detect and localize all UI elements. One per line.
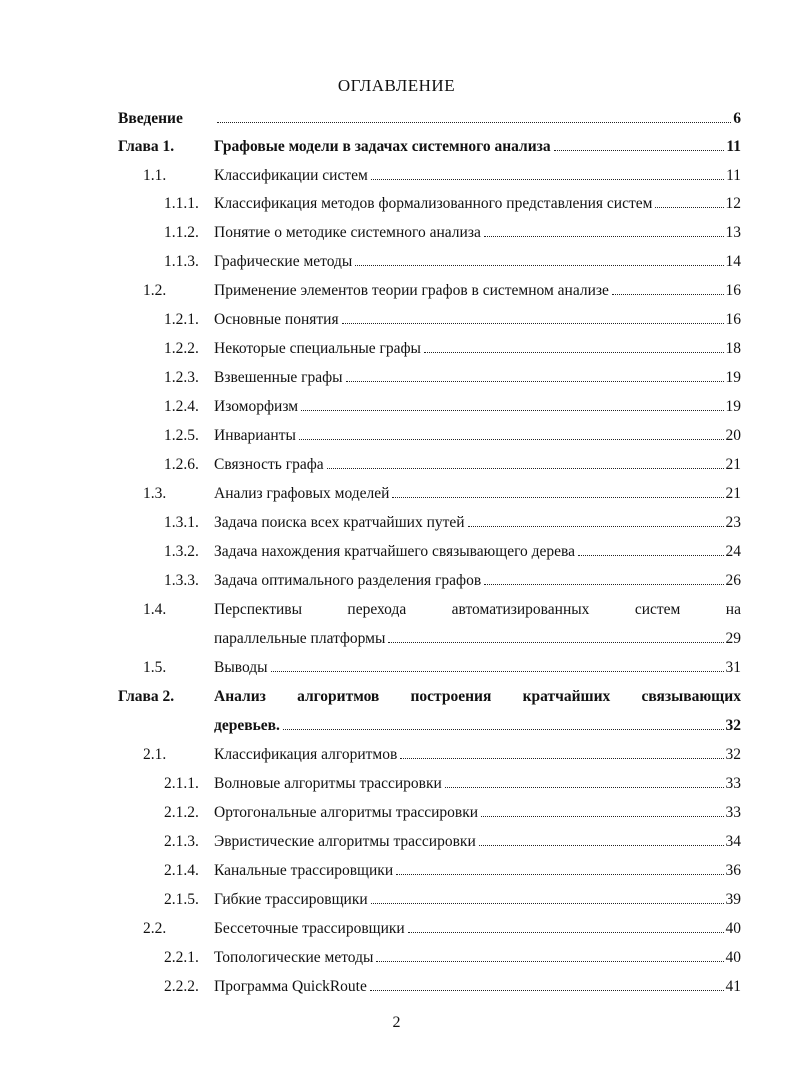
toc-leader-dots (612, 294, 724, 295)
toc-number: 1.1. (143, 167, 167, 184)
toc-leader-dots (481, 816, 723, 817)
toc-text: Топологические методы (214, 949, 374, 966)
toc-row-2-1-5[interactable] (0, 889, 793, 911)
toc-row-1-2-2[interactable] (0, 338, 793, 360)
toc-number: 2.2. (143, 920, 167, 937)
toc-text: Задача нахождения кратчайшего связывающего дерева (214, 543, 576, 560)
toc-leader-dots (655, 207, 723, 208)
toc-row-1-2[interactable] (0, 280, 793, 302)
toc-number: 1.2.6. (164, 456, 199, 473)
toc-text: Программа QuickRoute (214, 978, 367, 995)
toc-text: Бессеточные трассировщики (214, 920, 405, 937)
toc-page: 32 (725, 746, 741, 763)
toc-row-1-2-4[interactable] (0, 396, 793, 418)
toc-row-2-1-3[interactable] (0, 831, 793, 853)
toc-leader-dots (479, 845, 724, 846)
toc-number: Глава 1. (118, 138, 175, 155)
toc-leader-dots (408, 932, 724, 933)
toc-text: Связность графа (214, 456, 324, 473)
toc-leader-dots (468, 526, 724, 527)
toc-number: 1.3.3. (164, 572, 199, 589)
toc-row-2-2[interactable] (0, 918, 793, 940)
toc-row-1-3-2[interactable] (0, 541, 793, 563)
toc-page: 34 (725, 833, 741, 850)
toc-page: 21 (725, 485, 741, 502)
toc-word: связывающих (641, 688, 741, 705)
toc-page: 13 (725, 224, 741, 241)
toc-page: 36 (725, 862, 741, 879)
toc-leader-dots (484, 236, 724, 237)
toc-number: 1.2.4. (164, 398, 199, 415)
toc-row-1-1-2[interactable] (0, 222, 793, 244)
page-title: ОГЛАВЛЕНИЕ (337, 76, 456, 95)
toc-page: 31 (725, 659, 741, 676)
toc-page: 19 (725, 398, 741, 415)
toc-row-1-1[interactable] (0, 165, 793, 187)
toc-leader-dots (283, 729, 724, 730)
toc-text: Классификация методов формализованного представления систем (214, 195, 653, 212)
toc-text: Инварианты (214, 427, 296, 444)
toc-number: 1.1.1. (164, 195, 199, 212)
toc-leader-dots (327, 468, 724, 469)
toc-number: 1.5. (143, 659, 167, 676)
toc-row-2-2-1[interactable] (0, 947, 793, 969)
toc-text: Графовые модели в задачах системного анализа (214, 138, 551, 155)
toc-leader-dots (578, 555, 723, 556)
toc-text: Классификации систем (214, 167, 368, 184)
toc-number: Введение (118, 110, 183, 127)
toc-text: Анализ графовых моделей (214, 485, 390, 502)
toc-number: 2.1. (143, 746, 167, 763)
toc-leader-dots (217, 122, 731, 123)
toc-number: 2.2.1. (164, 949, 199, 966)
toc-number: 1.2.1. (164, 311, 199, 328)
toc-page: 18 (725, 340, 741, 357)
toc-text: Основные понятия (214, 311, 339, 328)
toc-leader-dots (388, 642, 723, 643)
toc-number: 1.2.3. (164, 369, 199, 386)
toc-text: Понятие о методике системного анализа (214, 224, 481, 241)
toc-leader-dots (271, 671, 724, 672)
toc-row-1-2-1[interactable] (0, 309, 793, 331)
toc-row-1-1-3[interactable] (0, 251, 793, 273)
toc-page: 24 (725, 543, 741, 560)
toc-leader-dots (299, 439, 724, 440)
toc-text: Задача поиска всех кратчайших путей (214, 514, 465, 531)
toc-leader-dots (371, 179, 724, 180)
toc-row-2-2-2[interactable] (0, 976, 793, 998)
toc-row-1-4[interactable] (0, 599, 793, 621)
toc-word: построения (410, 688, 492, 705)
toc-leader-dots (346, 381, 724, 382)
toc-number: 2.1.3. (164, 833, 199, 850)
toc-word: перехода (347, 601, 407, 618)
toc-number: 1.2. (143, 282, 167, 299)
toc-row-intro[interactable] (0, 108, 793, 130)
toc-word: алгоритмов (297, 688, 380, 705)
toc-page: 14 (725, 253, 741, 270)
toc-row-2-1-2[interactable] (0, 802, 793, 824)
toc-text: Волновые алгоритмы трассировки (214, 775, 442, 792)
toc-text: Графические методы (214, 253, 353, 270)
toc-row-chapter-2-continuation[interactable] (0, 715, 793, 737)
toc-text: параллельные платформы (214, 630, 386, 647)
toc-page: 6 (733, 110, 741, 127)
toc-number: 1.3. (143, 485, 167, 502)
toc-number: 1.1.2. (164, 224, 199, 241)
toc-text-justified-line (214, 686, 741, 708)
toc-page: 33 (725, 804, 741, 821)
toc-number: Глава 2. (118, 688, 175, 705)
toc-number: 1.3.1. (164, 514, 199, 531)
toc-number: 1.1.3. (164, 253, 199, 270)
toc-page: 20 (725, 427, 741, 444)
toc-number: 1.4. (143, 601, 167, 618)
toc-row-2-1-1[interactable] (0, 773, 793, 795)
toc-leader-dots (445, 787, 724, 788)
toc-text: Некоторые специальные графы (214, 340, 421, 357)
toc-leader-dots (301, 410, 723, 411)
toc-row-2-1-4[interactable] (0, 860, 793, 882)
toc-text: деревьев. (214, 717, 280, 734)
toc-leader-dots (370, 990, 724, 991)
toc-row-1-2-5[interactable] (0, 425, 793, 447)
toc-word: систем (634, 601, 681, 618)
toc-page: 12 (725, 195, 741, 212)
toc-row-2-1[interactable] (0, 744, 793, 766)
toc-word: автоматизированных (451, 601, 590, 618)
toc-text: Классификация алгоритмов (214, 746, 398, 763)
toc-leader-dots (392, 497, 723, 498)
toc-leader-dots (554, 150, 725, 151)
toc-text: Канальные трассировщики (214, 862, 394, 879)
toc-leader-dots (355, 265, 723, 266)
toc-word: Анализ (214, 688, 266, 705)
toc-row-1-3-1[interactable] (0, 512, 793, 534)
toc-leader-dots (376, 961, 723, 962)
toc-number: 1.3.2. (164, 543, 199, 560)
toc-text: Эвристические алгоритмы трассировки (214, 833, 476, 850)
toc-text: Ортогональные алгоритмы трассировки (214, 804, 479, 821)
toc-row-1-3-3[interactable] (0, 570, 793, 592)
toc-number: 1.2.2. (164, 340, 199, 357)
toc-leader-dots (400, 758, 723, 759)
toc-row-1-3[interactable] (0, 483, 793, 505)
toc-leader-dots (396, 874, 723, 875)
toc-word: на (725, 601, 741, 618)
toc-page: 41 (725, 978, 741, 995)
toc-number: 2.2.2. (164, 978, 199, 995)
toc-page: 26 (725, 572, 741, 589)
toc-page: 23 (725, 514, 741, 531)
toc-leader-dots (484, 584, 723, 585)
toc-leader-dots (342, 323, 724, 324)
toc-page: 16 (725, 311, 741, 328)
toc-text: Применение элементов теории графов в системном анализе (214, 282, 609, 299)
toc-page: 29 (725, 630, 741, 647)
toc-text-justified-line (214, 599, 741, 621)
toc-page: 21 (725, 456, 741, 473)
toc-number: 2.1.5. (164, 891, 199, 908)
toc-text: Взвешенные графы (214, 369, 343, 386)
toc-page: 19 (725, 369, 741, 386)
toc-number: 2.1.2. (164, 804, 199, 821)
toc-text: Задача оптимального разделения графов (214, 572, 482, 589)
toc-text: Выводы (214, 659, 268, 676)
toc-page: 11 (726, 138, 741, 155)
toc-leader-dots (371, 903, 724, 904)
toc-text: Изоморфизм (214, 398, 299, 415)
toc-word: кратчайших (522, 688, 611, 705)
toc-page: 16 (725, 282, 741, 299)
toc-page: 11 (726, 167, 741, 184)
toc-row-1-2-6[interactable] (0, 454, 793, 476)
page-number: 2 (392, 1014, 401, 1031)
toc-number: 2.1.4. (164, 862, 199, 879)
toc-row-1-1-1[interactable] (0, 193, 793, 215)
toc-leader-dots (424, 352, 724, 353)
toc-row-1-4-continuation[interactable] (0, 628, 793, 650)
toc-row-1-2-3[interactable] (0, 367, 793, 389)
toc-page: 32 (725, 717, 741, 734)
toc-row-chapter-2[interactable] (0, 686, 793, 708)
toc-row-chapter-1[interactable] (0, 136, 793, 158)
toc-word: Перспективы (214, 601, 303, 618)
toc-page: 40 (725, 949, 741, 966)
toc-number: 2.1.1. (164, 775, 199, 792)
toc-text: Гибкие трассировщики (214, 891, 368, 908)
toc-number: 1.2.5. (164, 427, 199, 444)
toc-row-1-5[interactable] (0, 657, 793, 679)
toc-page: 40 (725, 920, 741, 937)
toc-page: 39 (725, 891, 741, 908)
toc-page: 33 (725, 775, 741, 792)
